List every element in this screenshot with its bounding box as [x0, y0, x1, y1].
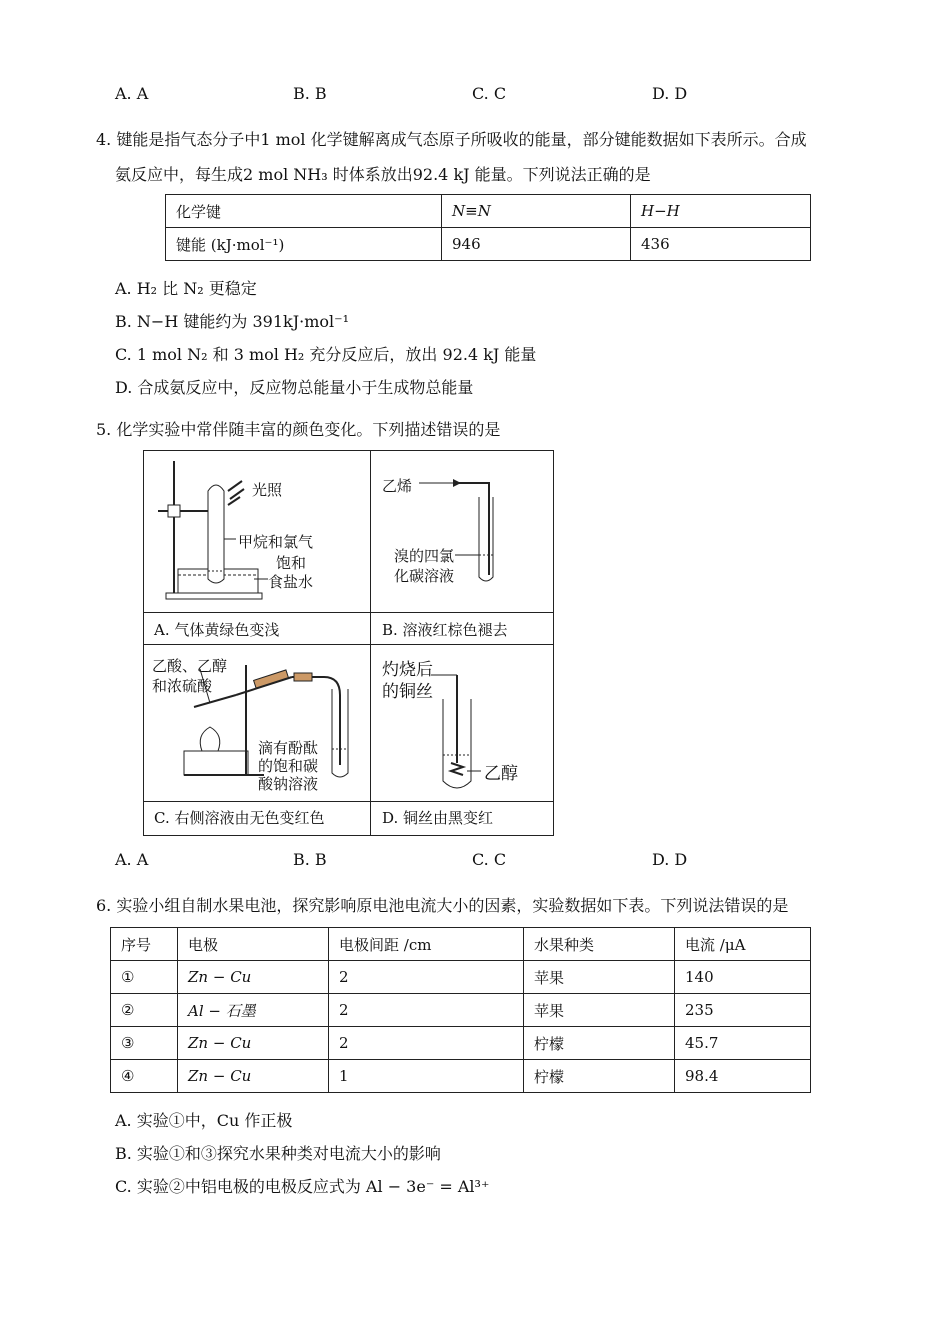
table-row [111, 1027, 811, 1060]
q6-stem-text: 实验小组自制水果电池，探究影响原电池电流大小的因素，实验数据如下表。下列说法错误的是 [116, 896, 789, 915]
table-cell: H−H [631, 195, 811, 228]
q5-option-a: A. A [115, 850, 149, 869]
fig-d-label-ethanol: 乙醇 [484, 764, 518, 784]
table-cell: 1 [329, 1060, 524, 1093]
q4-option-d: D. 合成氨反应中，反应物总能量小于生成物总能量 [115, 378, 474, 397]
fig-b-label-solution1: 溴的四氯 [394, 547, 455, 565]
table-cell: 946 [442, 228, 631, 261]
q6-battery-table [110, 927, 811, 1093]
table-cell: N≡N [442, 195, 631, 228]
table-row [166, 195, 811, 228]
table-cell: 436 [631, 228, 811, 261]
table-cell: ③ [111, 1027, 178, 1060]
fig-c-label-reagents2: 和浓硫酸 [152, 677, 213, 695]
fig-c-label-solution1: 滴有酚酞 [258, 739, 319, 757]
table-header: 电流 /μA [675, 928, 811, 961]
q4-option-c: C. 1 mol N₂ 和 3 mol H₂ 充分反应后，放出 92.4 kJ 能量 [115, 345, 537, 364]
fig-c-label-solution3: 酸钠溶液 [258, 775, 319, 793]
table-cell: Al − 石墨 [178, 994, 329, 1027]
fig-b-label-solution2: 化碳溶液 [394, 567, 455, 585]
table-header: 序号 [111, 928, 178, 961]
q6-stem [96, 890, 788, 922]
q5-option-d: D. D [652, 850, 688, 869]
q4-stem1: 键能是指气态分子中1 mol 化学键解离成气态原子所吸收的能量，部分键能数据如下表所示。合成 [116, 130, 807, 149]
fig-c-label-reagents1: 乙酸、乙醇 [152, 657, 228, 675]
fig-c-label-solution2: 的饱和碳 [258, 757, 319, 775]
fig-d-label-copper1: 灼烧后 [382, 660, 433, 680]
fig-d-caption: D. 铜丝由黑变红 [382, 809, 494, 827]
q4-option-b: B. N−H 键能约为 391kJ·mol⁻¹ [115, 312, 349, 331]
fig-a-label-gas: 甲烷和氯气 [238, 533, 314, 551]
table-cell: ① [111, 961, 178, 994]
fig-b-label-ethylene: 乙烯 [382, 477, 413, 495]
q5-stem [96, 414, 500, 446]
q3-option-c: C. C [472, 84, 507, 103]
table-row [111, 961, 811, 994]
table-cell: 键能 (kJ·mol⁻¹) [166, 228, 442, 261]
q3-option-b: B. B [293, 84, 327, 103]
q4-stem-line1 [96, 124, 807, 156]
q6-option-c: C. 实验②中铝电极的电极反应式为 Al − 3e⁻ = Al³⁺ [115, 1177, 490, 1196]
q5-option-b: B. B [293, 850, 327, 869]
table-cell: 2 [329, 961, 524, 994]
q3-option-a: A. A [115, 84, 149, 103]
table-cell: ④ [111, 1060, 178, 1093]
q6-option-b: B. 实验①和③探究水果种类对电流大小的影响 [115, 1144, 441, 1163]
q6-number: 6. [96, 896, 112, 915]
fig-a-label-light: 光照 [252, 481, 283, 499]
table-header: 水果种类 [524, 928, 675, 961]
table-cell: 98.4 [675, 1060, 811, 1093]
fig-a-caption: A. 气体黄绿色变浅 [154, 621, 280, 639]
table-cell: 45.7 [675, 1027, 811, 1060]
fig-a-label-saturated: 饱和 [276, 554, 307, 572]
table-cell: 柠檬 [524, 1027, 675, 1060]
q5-number: 5. [96, 420, 112, 439]
table-row [111, 1060, 811, 1093]
table-cell: 苹果 [524, 994, 675, 1027]
table-cell: ② [111, 994, 178, 1027]
q6-option-a: A. 实验①中，Cu 作正极 [115, 1111, 293, 1130]
table-cell: Zn − Cu [178, 1060, 329, 1093]
table-cell: 苹果 [524, 961, 675, 994]
q4-option-a: A. H₂ 比 N₂ 更稳定 [115, 279, 257, 298]
q5-option-c: C. C [472, 850, 507, 869]
table-cell: 柠檬 [524, 1060, 675, 1093]
q4-stem-line2: 氨反应中，每生成2 mol NH₃ 时体系放出92.4 kJ 能量。下列说法正确的是 [115, 165, 651, 184]
table-cell: 2 [329, 1027, 524, 1060]
table-cell: 235 [675, 994, 811, 1027]
table-row [111, 928, 811, 961]
q4-number: 4. [96, 130, 112, 149]
fig-b-caption: B. 溶液红棕色褪去 [382, 621, 508, 639]
table-cell: 2 [329, 994, 524, 1027]
q5-stem-text: 化学实验中常伴随丰富的颜色变化。下列描述错误的是 [116, 420, 501, 439]
q5-figure-grid [143, 450, 554, 836]
q4-bond-table [165, 194, 811, 261]
table-header: 电极 [178, 928, 329, 961]
q3-option-d: D. D [652, 84, 688, 103]
table-header: 电极间距 /cm [329, 928, 524, 961]
table-row [111, 994, 811, 1027]
fig-c-caption: C. 右侧溶液由无色变红色 [154, 809, 325, 827]
fig-d-label-copper2: 的铜丝 [382, 682, 433, 702]
table-row [166, 228, 811, 261]
fig-a-label-brine: 食盐水 [268, 573, 314, 591]
table-cell: Zn − Cu [178, 1027, 329, 1060]
table-cell: Zn − Cu [178, 961, 329, 994]
table-cell: 140 [675, 961, 811, 994]
table-cell: 化学键 [166, 195, 442, 228]
